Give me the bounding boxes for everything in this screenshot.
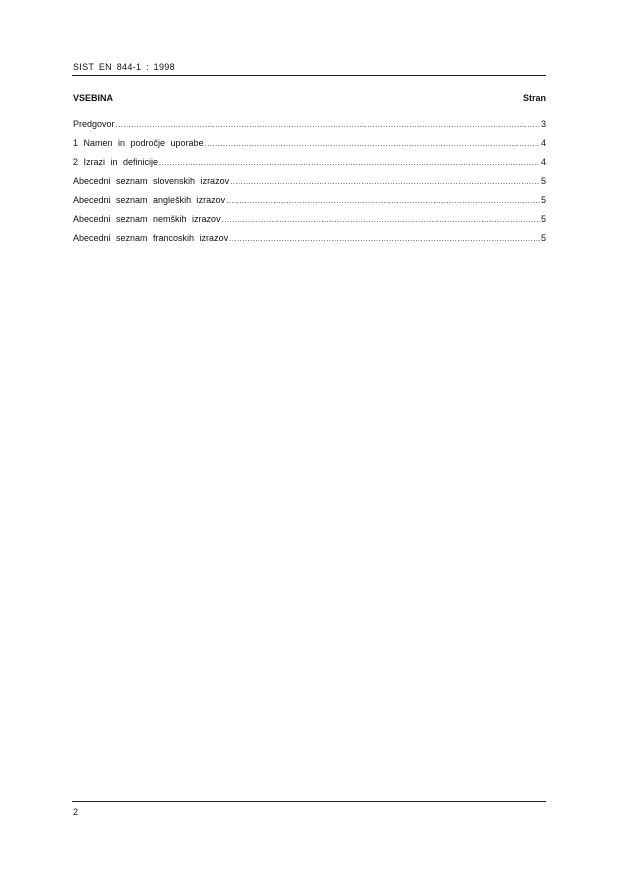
toc-dot-leader	[222, 214, 540, 225]
toc-entry-label: Abecedni seznam francoskih izrazov	[73, 233, 229, 243]
toc-entry-page: 5	[540, 214, 546, 224]
toc-entry-predgovor[interactable]	[73, 119, 546, 138]
toc-entry-page: 4	[540, 157, 546, 167]
standard-identifier: SIST EN 844-1 : 1998	[73, 62, 175, 72]
toc-entry-page: 3	[540, 119, 546, 129]
footer-rule	[72, 801, 546, 802]
toc-dot-leader	[230, 176, 540, 187]
toc-dot-leader	[159, 157, 540, 168]
toc-entry-label: Abecedni seznam slovenskih izrazov	[73, 176, 230, 186]
toc-entry-angleski[interactable]	[73, 195, 546, 214]
toc-entry-page: 5	[540, 195, 546, 205]
toc-entry-page: 5	[540, 233, 546, 243]
toc-entry-label: Predgovor	[73, 119, 115, 129]
toc-entry-label: 2 Izrazi in definicije	[73, 157, 159, 167]
toc-entry-label: 1 Namen in področje uporabe	[73, 138, 204, 148]
toc-entry-label: Abecedni seznam nemških izrazov	[73, 214, 221, 224]
toc-list	[73, 119, 546, 252]
header-rule	[72, 75, 546, 76]
toc-page-column-label: Stran	[522, 93, 546, 103]
toc-title: VSEBINA	[73, 93, 114, 103]
toc-dot-leader	[229, 233, 540, 244]
toc-heading-row	[73, 93, 546, 103]
toc-dot-leader	[226, 195, 540, 206]
toc-entry-francoski[interactable]	[73, 233, 546, 252]
toc-entry-page: 4	[540, 138, 546, 148]
toc-entry-namen[interactable]	[73, 138, 546, 157]
toc-dot-leader	[116, 119, 540, 130]
toc-entry-label: Abecedni seznam angleških izrazov	[73, 195, 226, 205]
toc-entry-izrazi[interactable]	[73, 157, 546, 176]
toc-entry-page: 5	[540, 176, 546, 186]
page-number: 2	[73, 807, 79, 817]
toc-entry-slovenski[interactable]	[73, 176, 546, 195]
toc-dot-leader	[205, 138, 540, 149]
toc-entry-nemski[interactable]	[73, 214, 546, 233]
